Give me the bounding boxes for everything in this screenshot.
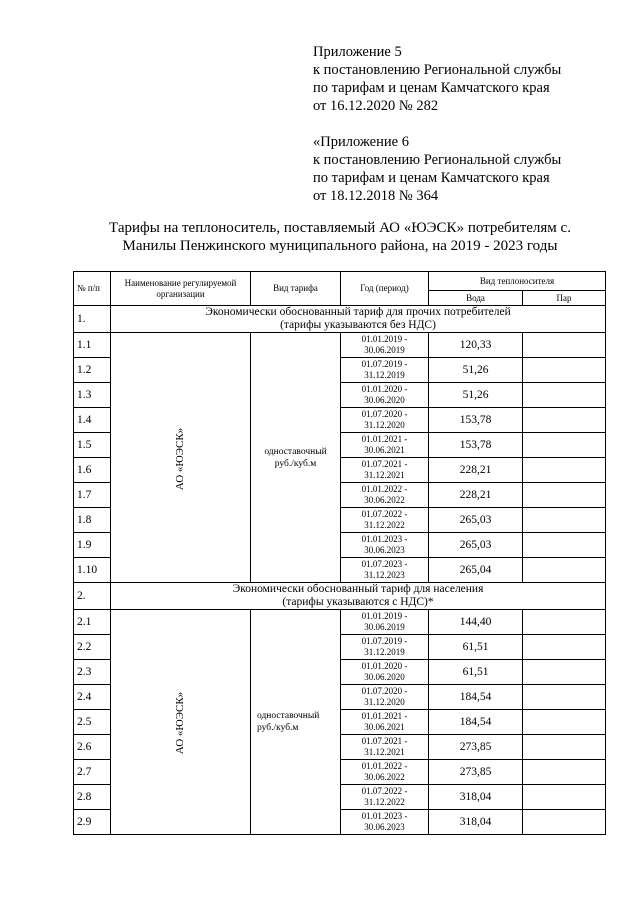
period-cell	[341, 358, 429, 383]
period-end: 31.12.2022	[364, 797, 405, 807]
period-cell	[341, 735, 429, 760]
row-num: 1.4	[74, 408, 111, 433]
tariff-type-line: руб./куб.м	[257, 723, 299, 733]
row-num: 2.2	[74, 635, 111, 660]
period-start: 01.07.2021 -	[361, 736, 408, 746]
section-title-line: (тарифы указываются с НДС)*	[282, 596, 434, 608]
steam-tariff	[523, 433, 606, 458]
col-header-period: Год (период)	[341, 272, 429, 306]
org-name-cell	[111, 610, 251, 835]
row-num: 1.3	[74, 383, 111, 408]
period-cell	[341, 760, 429, 785]
row-num: 1.9	[74, 533, 111, 558]
period-end: 31.12.2022	[364, 520, 405, 530]
steam-tariff	[523, 610, 606, 635]
period-end: 30.06.2023	[364, 545, 405, 555]
appendix-header-previous	[313, 133, 561, 205]
period-end: 31.12.2020	[364, 420, 405, 430]
period-end: 31.12.2023	[364, 570, 405, 580]
org-name-cell	[111, 333, 251, 583]
water-tariff: 61,51	[429, 660, 523, 685]
period-end: 31.12.2020	[364, 697, 405, 707]
period-end: 31.12.2021	[364, 470, 405, 480]
steam-tariff	[523, 383, 606, 408]
row-num: 1.5	[74, 433, 111, 458]
period-start: 01.01.2022 -	[361, 484, 408, 494]
steam-tariff	[523, 685, 606, 710]
water-tariff: 318,04	[429, 810, 523, 835]
period-end: 30.06.2019	[364, 622, 405, 632]
row-num: 2.9	[74, 810, 111, 835]
steam-tariff	[523, 458, 606, 483]
row-num: 1.8	[74, 508, 111, 533]
water-tariff: 265,03	[429, 533, 523, 558]
water-tariff: 153,78	[429, 408, 523, 433]
col-header-steam: Пар	[523, 291, 606, 306]
section-title	[111, 306, 606, 333]
period-end: 31.12.2021	[364, 747, 405, 757]
row-num: 1.1	[74, 333, 111, 358]
appendix-header-current	[313, 43, 561, 115]
col-header-org: Наименование регулируемой организации	[111, 272, 251, 306]
col-header-water: Вода	[429, 291, 523, 306]
period-cell	[341, 333, 429, 358]
period-end: 30.06.2020	[364, 672, 405, 682]
steam-tariff	[523, 785, 606, 810]
period-start: 01.07.2020 -	[361, 409, 408, 419]
water-tariff: 144,40	[429, 610, 523, 635]
water-tariff: 51,26	[429, 358, 523, 383]
period-cell	[341, 408, 429, 433]
row-num: 2.7	[74, 760, 111, 785]
period-end: 30.06.2019	[364, 345, 405, 355]
period-start: 01.07.2021 -	[361, 459, 408, 469]
period-end: 30.06.2022	[364, 495, 405, 505]
period-start: 01.01.2021 -	[361, 711, 408, 721]
period-end: 30.06.2021	[364, 722, 405, 732]
tariff-table	[73, 271, 606, 835]
period-end: 30.06.2022	[364, 772, 405, 782]
steam-tariff	[523, 710, 606, 735]
period-cell	[341, 610, 429, 635]
appendix-line: по тарифам и ценам Камчатского края	[313, 80, 550, 96]
tariff-table-body	[74, 272, 606, 835]
org-name: АО «ЮЭСК»	[174, 691, 187, 755]
row-num: 2.1	[74, 610, 111, 635]
section-title-line: Экономически обоснованный тариф для прочих потребителей	[205, 306, 511, 318]
col-header-tariff-type: Вид тарифа	[251, 272, 341, 306]
water-tariff: 120,33	[429, 333, 523, 358]
org-name: АО «ЮЭСК»	[174, 427, 187, 490]
row-num: 2.3	[74, 660, 111, 685]
steam-tariff	[523, 408, 606, 433]
water-tariff: 228,21	[429, 483, 523, 508]
section-header-row	[74, 306, 606, 333]
period-start: 01.07.2019 -	[361, 359, 408, 369]
period-cell	[341, 558, 429, 583]
tariff-type-line: одноставочный	[264, 446, 327, 457]
tariff-type-line: руб./куб.м	[274, 458, 317, 469]
appendix-line: по тарифам и ценам Камчатского края	[313, 170, 550, 186]
appendix-line: от 16.12.2020 № 282	[313, 98, 439, 114]
row-num: 2.5	[74, 710, 111, 735]
steam-tariff	[523, 358, 606, 383]
section-title	[111, 583, 606, 610]
period-end: 30.06.2020	[364, 395, 405, 405]
water-tariff: 184,54	[429, 685, 523, 710]
water-tariff: 61,51	[429, 635, 523, 660]
period-start: 01.01.2022 -	[361, 761, 408, 771]
section-title-line: (тарифы указываются без НДС)	[280, 319, 436, 331]
tariff-type-line: одноставочный	[257, 711, 320, 721]
steam-tariff	[523, 635, 606, 660]
period-start: 01.01.2020 -	[361, 384, 408, 394]
period-end: 31.12.2019	[364, 370, 405, 380]
table-row	[74, 610, 606, 635]
appendix-line: к постановлению Региональной службы	[313, 152, 562, 168]
row-num: 2.6	[74, 735, 111, 760]
period-cell	[341, 810, 429, 835]
period-cell	[341, 710, 429, 735]
steam-tariff	[523, 533, 606, 558]
water-tariff: 51,26	[429, 383, 523, 408]
period-start: 01.01.2023 -	[361, 811, 408, 821]
period-start: 01.01.2019 -	[361, 334, 408, 344]
section-num: 2.	[74, 583, 111, 610]
row-num: 1.6	[74, 458, 111, 483]
period-start: 01.07.2019 -	[361, 636, 408, 646]
steam-tariff	[523, 735, 606, 760]
steam-tariff	[523, 508, 606, 533]
title-line: Тарифы на теплоноситель, поставляемый АО «ЮЭСК» потребителям с.	[109, 220, 571, 236]
row-num: 2.8	[74, 785, 111, 810]
period-start: 01.01.2019 -	[361, 611, 408, 621]
period-cell	[341, 660, 429, 685]
period-start: 01.01.2021 -	[361, 434, 408, 444]
section-num: 1.	[74, 306, 111, 333]
row-num: 1.7	[74, 483, 111, 508]
water-tariff: 153,78	[429, 433, 523, 458]
title-line: Манилы Пенжинского муниципального района, на 2019 - 2023 годы	[122, 238, 558, 254]
appendix-line: к постановлению Региональной службы	[313, 62, 562, 78]
steam-tariff	[523, 760, 606, 785]
tariff-type-cell	[251, 333, 341, 583]
section-title-line: Экономически обоснованный тариф для населения	[232, 583, 484, 595]
period-cell	[341, 685, 429, 710]
water-tariff: 318,04	[429, 785, 523, 810]
row-num: 1.2	[74, 358, 111, 383]
appendix-line: от 18.12.2018 № 364	[313, 188, 439, 204]
period-cell	[341, 458, 429, 483]
steam-tariff	[523, 483, 606, 508]
appendix-line: Приложение 5	[313, 44, 402, 60]
period-end: 30.06.2021	[364, 445, 405, 455]
document-title	[60, 219, 620, 255]
period-cell	[341, 383, 429, 408]
water-tariff: 265,03	[429, 508, 523, 533]
period-start: 01.07.2022 -	[361, 509, 408, 519]
period-end: 31.12.2019	[364, 647, 405, 657]
row-num: 1.10	[74, 558, 111, 583]
col-header-num: № п/п	[74, 272, 111, 306]
period-start: 01.01.2020 -	[361, 661, 408, 671]
col-header-coolant-type: Вид теплоносителя	[429, 272, 606, 291]
water-tariff: 184,54	[429, 710, 523, 735]
section-header-row	[74, 583, 606, 610]
water-tariff: 273,85	[429, 760, 523, 785]
steam-tariff	[523, 810, 606, 835]
row-num: 2.4	[74, 685, 111, 710]
tariff-type-cell	[251, 610, 341, 835]
period-start: 01.07.2023 -	[361, 559, 408, 569]
period-start: 01.01.2023 -	[361, 534, 408, 544]
period-cell	[341, 785, 429, 810]
period-cell	[341, 483, 429, 508]
period-cell	[341, 508, 429, 533]
header-row	[74, 272, 606, 291]
appendix-line: «Приложение 6	[313, 134, 409, 150]
period-cell	[341, 533, 429, 558]
steam-tariff	[523, 333, 606, 358]
steam-tariff	[523, 558, 606, 583]
water-tariff: 228,21	[429, 458, 523, 483]
steam-tariff	[523, 660, 606, 685]
period-end: 30.06.2023	[364, 822, 405, 832]
water-tariff: 265,04	[429, 558, 523, 583]
table-row	[74, 333, 606, 358]
period-start: 01.07.2022 -	[361, 786, 408, 796]
water-tariff: 273,85	[429, 735, 523, 760]
period-cell	[341, 635, 429, 660]
period-cell	[341, 433, 429, 458]
period-start: 01.07.2020 -	[361, 686, 408, 696]
